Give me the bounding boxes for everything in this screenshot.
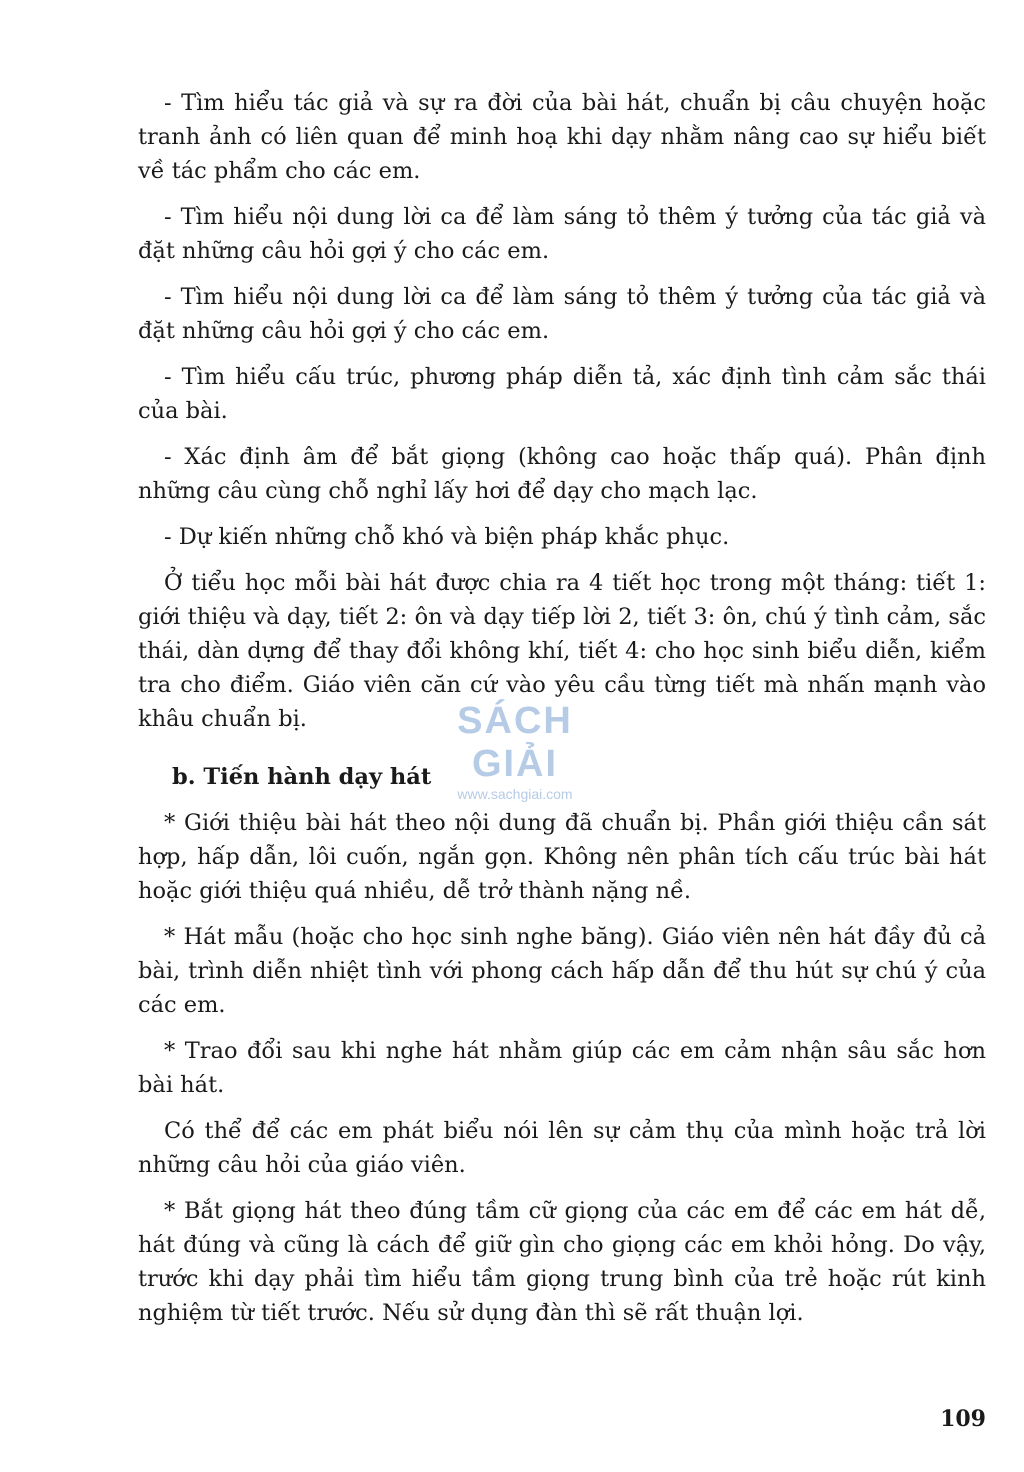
paragraph-lyrics-content-2: - Tìm hiểu nội dung lời ca để làm sáng tỏ thêm ý tưởng của tác giả và đặt những câu hỏi gợi ý cho các em. [138, 284, 986, 344]
paragraph-pitch: - Xác định âm để bắt giọng (không cao hoặc thấp quá). Phân định những câu cùng chỗ nghỉ lấy hơi để dạy cho mạch lạc. [138, 444, 986, 504]
paragraph-introduction: * Giới thiệu bài hát theo nội dung đã chuẩn bị. Phần giới thiệu cần sát hợp, hấp dẫn, lôi cuốn, ngắn gọn. Không nên phân tích cấu trúc bài hát hoặc giới thiệu quá nhiều, dễ trở thành nặng nề. [138, 810, 986, 904]
paragraph-sample-singing: * Hát mẫu (hoặc cho học sinh nghe băng). Giáo viên nên hát đầy đủ cả bài, trình diễn nhiệt tình với phong cách hấp dẫn để thu hút sự chú ý của các em. [138, 924, 986, 1018]
page-number: 109 [940, 1406, 986, 1432]
paragraph-student-response: Có thể để các em phát biểu nói lên sự cảm thụ của mình hoặc trả lời những câu hỏi của giáo viên. [138, 1118, 986, 1178]
paragraph-lyrics-content-1: - Tìm hiểu nội dung lời ca để làm sáng tỏ thêm ý tưởng của tác giả và đặt những câu hỏi gợi ý cho các em. [138, 204, 986, 264]
watermark-logo: SÁCH GIẢI [457, 700, 573, 785]
section-heading: b. Tiến hành dạy hát [172, 764, 432, 790]
page-body [138, 86, 986, 1342]
paragraph-voice-range: * Bắt giọng hát theo đúng tầm cữ giọng của các em để các em hát dễ, hát đúng và cũng là cách để giữ gìn cho giọng các em khỏi hỏng. Do vậy, trước khi dạy phải tìm hiểu tầm giọng trung bình của trẻ hoặc rút kinh nghiệm từ tiết trước. Nếu sử dụng đàn thì sẽ rất thuận lợi. [138, 1198, 986, 1326]
paragraph-discussion: * Trao đổi sau khi nghe hát nhằm giúp các em cảm nhận sâu sắc hơn bài hát. [138, 1038, 986, 1098]
paragraph-lesson-plan: Ở tiểu học mỗi bài hát được chia ra 4 tiết học trong một tháng: tiết 1: giới thiệu và dạy, tiết 2: ôn và dạy tiếp lời 2, tiết 3: ôn, chú ý tình cảm, sắc thái, dàn dựng để thay đổi không khí, tiết 4: cho học sinh biểu diễn, kiểm tra cho điểm. Giáo viên căn cứ vào yêu cầu từng tiết mà nhấn mạnh vào khâu chuẩn bị. [138, 570, 986, 732]
watermark-url: www.sachgiai.com [457, 786, 573, 802]
paragraph-structure: - Tìm hiểu cấu trúc, phương pháp diễn tả, xác định tình cảm sắc thái của bài. [138, 364, 986, 424]
paragraph-difficulties: - Dự kiến những chỗ khó và biện pháp khắc phục. [164, 524, 730, 550]
paragraph-author-research: - Tìm hiểu tác giả và sự ra đời của bài hát, chuẩn bị câu chuyện hoặc tranh ảnh có liên quan để minh hoạ khi dạy nhằm nâng cao sự hiểu biết về tác phẩm cho các em. [138, 90, 986, 184]
